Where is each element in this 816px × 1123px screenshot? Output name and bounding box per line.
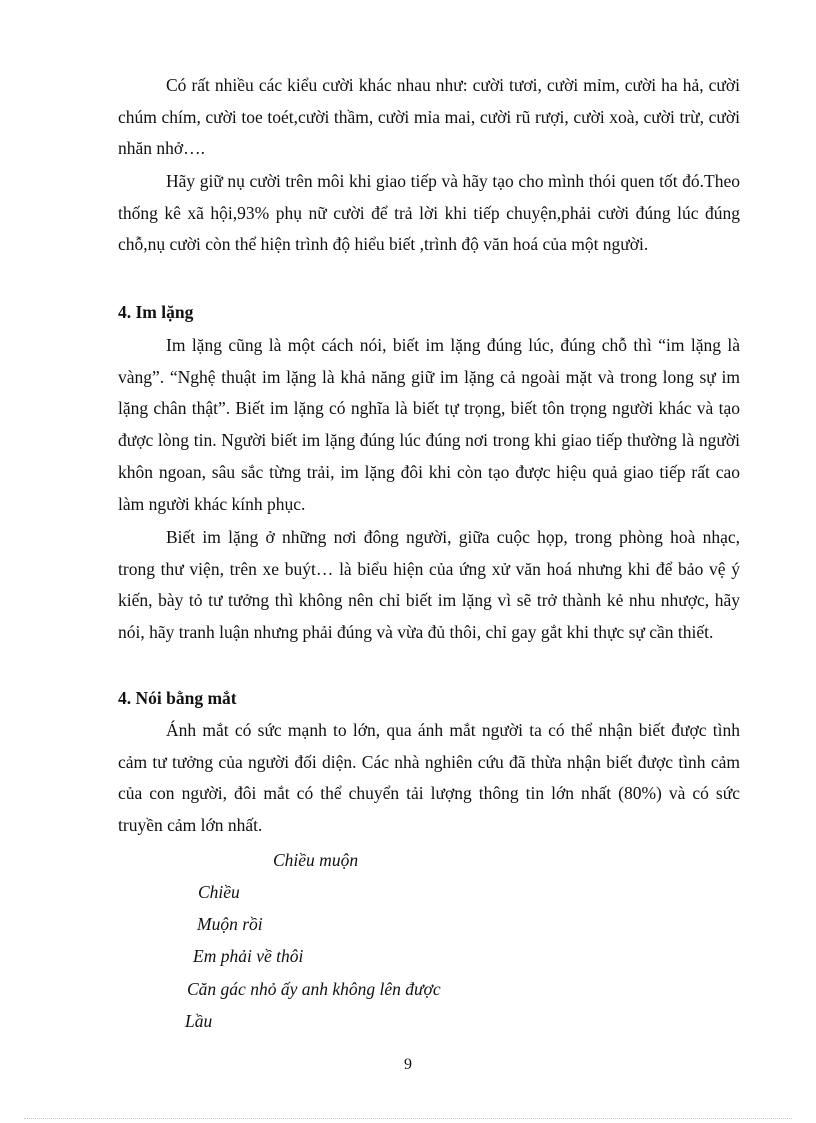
page-bottom-divider <box>24 1118 792 1119</box>
poem-line: Căn gác nhỏ ấy anh không lên được <box>187 979 441 999</box>
poem-line: Chiều <box>198 882 240 902</box>
paragraph-keep-smile: Hãy giữ nụ cười trên môi khi giao tiếp và hãy tạo cho mình thói quen tốt đó.Theo thống kê xã hội,93% phụ nữ cười để trả lời khi tiếp chuyện,phải cười đúng lúc đúng chỗ,nụ cười còn thể hiện trình độ hiểu biết ,trình độ văn hoá của một người. <box>118 171 740 255</box>
poem-line: Em phải về thôi <box>193 946 304 966</box>
paragraph-eyes: Ánh mắt có sức mạnh to lớn, qua ánh mắt người ta có thể nhận biết được tình cảm tư tưởng của người đối diện. Các nhà nghiên cứu đã thừa nhận biết được tình cảm của con người, đôi mắt có thể chuyển tải lượng thông tin lớn nhất (80%) và có sức truyền cảm lớn nhất. <box>118 720 740 836</box>
paragraph-laugh-types: Có rất nhiều các kiểu cười khác nhau như: cười tươi, cười mỉm, cười ha hả, cười chúm chím, cười toe toét,cười thầm, cười mỉa mai, cười rũ rượi, cười xoà, cười trừ, cười nhăn nhở…. <box>118 75 740 159</box>
section-heading-silence: 4. Im lặng <box>118 302 194 322</box>
poem-line: Lầu <box>185 1011 213 1031</box>
page-number: 9 <box>404 1056 412 1073</box>
section-heading-eyes: 4. Nói bằng mắt <box>118 688 237 708</box>
paragraph-silence-places: Biết im lặng ở những nơi đông người, giữa cuộc họp, trong phòng hoà nhạc, trong thư viện, trên xe buýt… là biểu hiện của ứng xử văn hoá nhưng khi để bảo vệ ý kiến, bày tỏ tư tưởng thì không nên chỉ biết im lặng vì sẽ trở thành kẻ nhu nhược, hãy nói, hãy tranh luận nhưng phải đúng và vừa đủ thôi, chỉ gay gắt khi thực sự cần thiết. <box>118 527 740 643</box>
poem-line: Muộn rồi <box>197 914 263 934</box>
paragraph-silence-art: Im lặng cũng là một cách nói, biết im lặng đúng lúc, đúng chỗ thì “im lặng là vàng”. “Nghệ thuật im lặng là khả năng giữ im lặng cả ngoài mặt và trong long sự im lặng chân thật”. Biết im lặng có nghĩa là biết tự trọng, biết tôn trọng người khác và tạo được lòng tin. Người biết im lặng đúng lúc đúng nơi trong khi giao tiếp thường là người khôn ngoan, sâu sắc từng trải, im lặng đôi khi còn tạo được hiệu quả giao tiếp rất cao làm người khác kính phục. <box>118 335 740 514</box>
poem-title: Chiều muộn <box>273 850 359 870</box>
